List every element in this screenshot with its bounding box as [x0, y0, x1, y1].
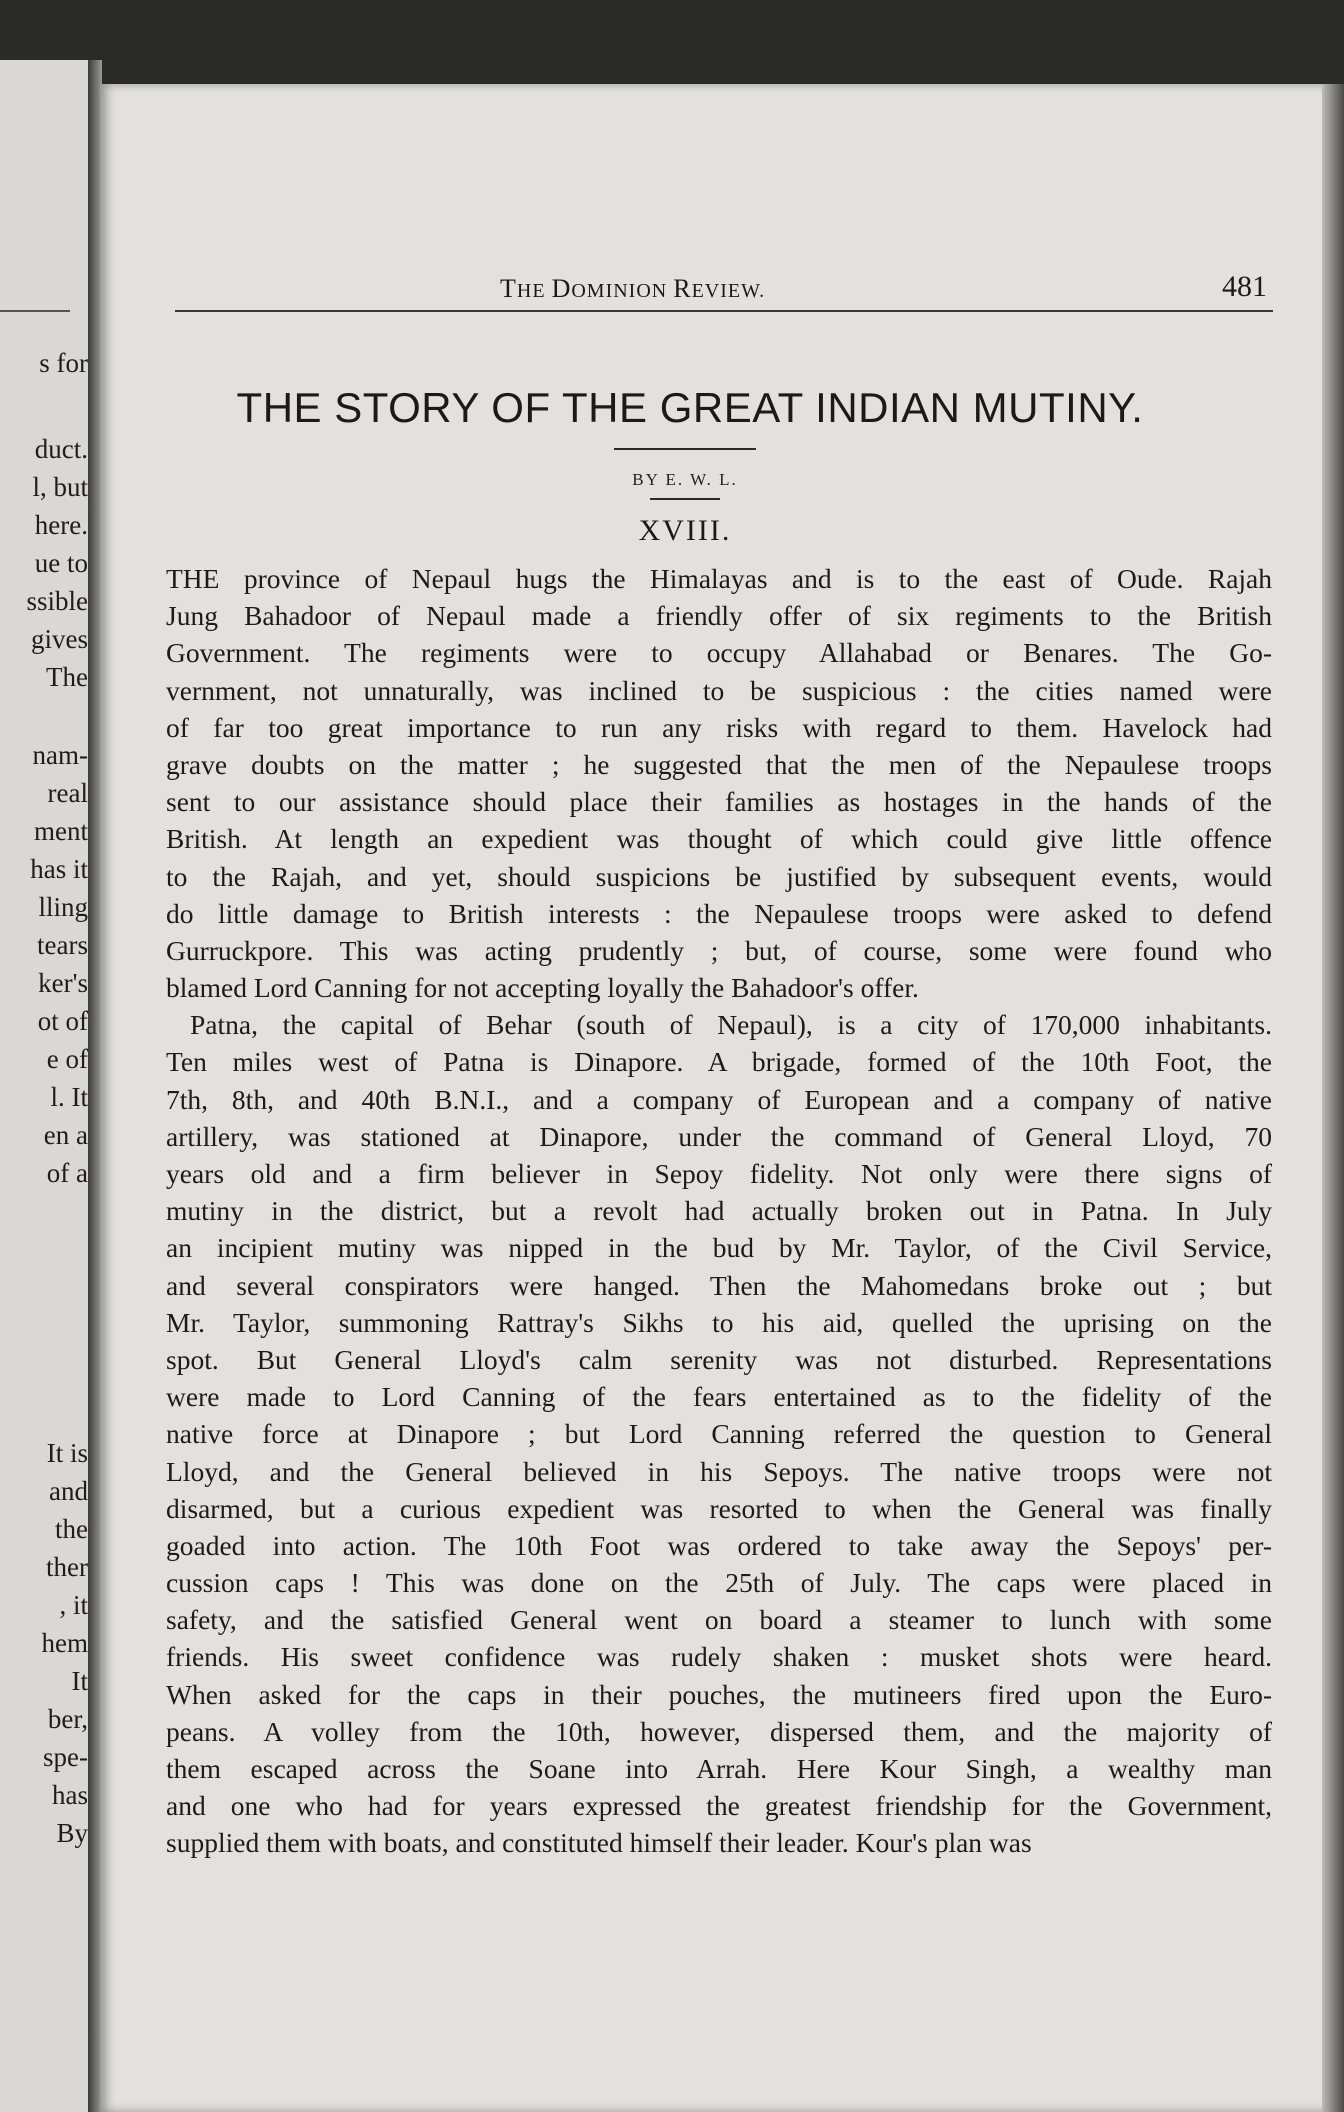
- page-edge: [1322, 84, 1344, 2112]
- facing-page-fragment: The: [46, 662, 88, 692]
- text-line: 7th, 8th, and 40th B.N.I., and a company of European and a company of native: [166, 1083, 1272, 1115]
- facing-page-fragment: here.: [34, 510, 88, 540]
- text-line: sent to our assistance should place their families as hostages in the hands of the: [166, 786, 1272, 818]
- text-line: THE province of Nepaul hugs the Himalayas and is to the east of Oude. Rajah: [166, 563, 1272, 594]
- facing-page-fragment: s for: [39, 348, 88, 378]
- text-line: friends. His sweet confidence was rudely shaken : musket shots were heard.: [166, 1641, 1272, 1673]
- article-byline: BY E. W. L.: [632, 470, 738, 489]
- facing-page-fragment: l, but: [32, 472, 88, 502]
- facing-page-fragment: the: [55, 1514, 88, 1544]
- facing-page-fragment: l. It: [50, 1082, 88, 1112]
- text-line: cussion caps ! This was done on the 25th of July. The caps were placed in: [166, 1567, 1272, 1599]
- text-line: artillery, was stationed at Dinapore, under the command of General Lloyd, 70: [166, 1120, 1272, 1152]
- page-header: [175, 270, 1273, 312]
- facing-page-fragment: ber,: [47, 1704, 88, 1734]
- facing-page-fragment: lling: [38, 892, 88, 922]
- text-line: supplied them with boats, and constituted himself their leader. Kour's plan was: [166, 1827, 1032, 1859]
- text-line: disarmed, but a curious expedient was resorted to when the General was finally: [166, 1492, 1272, 1524]
- text-line: do little damage to British interests : the Nepaulese troops were asked to defend: [166, 897, 1272, 929]
- text-line: years old and a firm believer in Sepoy fidelity. Not only were there signs of: [166, 1158, 1272, 1189]
- facing-page-fragment: hem: [41, 1628, 88, 1658]
- text-line: Lloyd, and the General believed in his Sepoys. The native troops were not: [166, 1455, 1272, 1487]
- text-line: them escaped across the Soane into Arrah. Here Kour Singh, a wealthy man: [166, 1753, 1272, 1784]
- text-line: and several conspirators were hanged. Then the Mahomedans broke out ; but: [166, 1269, 1272, 1301]
- text-line: Government. The regiments were to occupy Allahabad or Benares. The Go-: [166, 637, 1272, 669]
- facing-page-fragment: e of: [46, 1044, 88, 1074]
- text-line: and one who had for years expressed the greatest friendship for the Government,: [166, 1790, 1272, 1822]
- facing-page-fragment: duct.: [34, 434, 88, 464]
- book-page: [100, 84, 1330, 2112]
- facing-page-fragment: has: [52, 1780, 88, 1810]
- facing-page: [0, 60, 96, 2112]
- text-line: native force at Dinapore ; but Lord Canning referred the question to General: [166, 1418, 1272, 1450]
- text-line: of far too great importance to run any risks with regard to them. Havelock had: [166, 711, 1272, 743]
- facing-page-fragment: ot of: [37, 1006, 88, 1036]
- page-number: 481: [1222, 270, 1267, 303]
- text-line: Ten miles west of Patna is Dinapore. A brigade, formed of the 10th Foot, the: [166, 1046, 1272, 1078]
- facing-page-fragment: , it: [59, 1590, 88, 1620]
- text-line: vernment, not unnaturally, was inclined to be suspicious : the cities named were: [166, 674, 1272, 706]
- text-line: to the Rajah, and yet, should suspicions be justified by subsequent events, would: [166, 860, 1272, 892]
- facing-page-fragment: ker's: [38, 968, 88, 998]
- facing-page-fragment: nam-: [32, 740, 88, 770]
- facing-page-fragment: ue to: [34, 548, 88, 578]
- text-line: Gurruckpore. This was acting prudently ; but, of course, some were found who: [166, 934, 1272, 966]
- text-line: Mr. Taylor, summoning Rattray's Sikhs to his aid, quelled the uprising on the: [166, 1306, 1272, 1338]
- byline-rule: [650, 498, 720, 500]
- text-line: mutiny in the district, but a revolt had actually broken out in Patna. In July: [166, 1195, 1272, 1227]
- facing-page-fragment: It: [71, 1666, 88, 1696]
- facing-page-fragment: ther: [46, 1552, 88, 1582]
- text-line: spot. But General Lloyd's calm serenity was not disturbed. Representations: [166, 1343, 1272, 1375]
- title-rule: [614, 448, 756, 450]
- text-line: When asked for the caps in their pouches, the mutineers fired upon the Euro-: [166, 1678, 1272, 1710]
- text-line: Jung Bahadoor of Nepaul made a friendly offer of six regiments to the British: [166, 600, 1272, 632]
- text-line: British. At length an expedient was thought of which could give little offence: [166, 823, 1272, 855]
- paragraph: [166, 1006, 1272, 1861]
- text-line: were made to Lord Canning of the fears entertained as to the fidelity of the: [166, 1381, 1272, 1413]
- text-line: grave doubts on the matter ; he suggested that the men of the Nepaulese troops: [166, 748, 1272, 780]
- facing-page-fragment: tears: [37, 930, 88, 960]
- facing-page-fragment: and: [49, 1476, 88, 1506]
- facing-page-fragment: of a: [46, 1158, 88, 1188]
- paragraph: [166, 560, 1272, 1006]
- facing-page-fragment: ment: [34, 816, 88, 846]
- article-title: THE STORY OF THE GREAT INDIAN MUTINY.: [236, 384, 1144, 431]
- facing-page-fragment: has it: [30, 854, 88, 884]
- article-body: [166, 560, 1272, 1862]
- facing-page-fragment: real: [47, 778, 88, 808]
- text-line: blamed Lord Canning for not accepting loyally the Bahadoor's offer.: [166, 972, 919, 1004]
- facing-page-fragment: spe-: [43, 1742, 88, 1772]
- facing-page-fragment: By: [56, 1818, 88, 1848]
- text-line: Patna, the capital of Behar (south of Nepaul), is a city of 170,000 inhabitants.: [190, 1009, 1272, 1041]
- facing-page-fragment: It is: [46, 1438, 88, 1468]
- running-title: THE DOMINION REVIEW.: [500, 274, 766, 303]
- text-line: safety, and the satisfied General went on board a steamer to lunch with some: [166, 1604, 1272, 1636]
- text-line: an incipient mutiny was nipped in the bud by Mr. Taylor, of the Civil Service,: [166, 1232, 1272, 1264]
- text-line: peans. A volley from the 10th, however, dispersed them, and the majority of: [166, 1715, 1272, 1747]
- text-line: goaded into action. The 10th Foot was ordered to take away the Sepoys' per-: [166, 1529, 1272, 1561]
- facing-page-fragment: en a: [43, 1120, 88, 1150]
- section-number: XVIII.: [638, 514, 732, 547]
- facing-page-fragment: gives: [31, 624, 88, 654]
- facing-page-rule: [0, 310, 70, 312]
- facing-page-fragment: ssible: [26, 586, 88, 616]
